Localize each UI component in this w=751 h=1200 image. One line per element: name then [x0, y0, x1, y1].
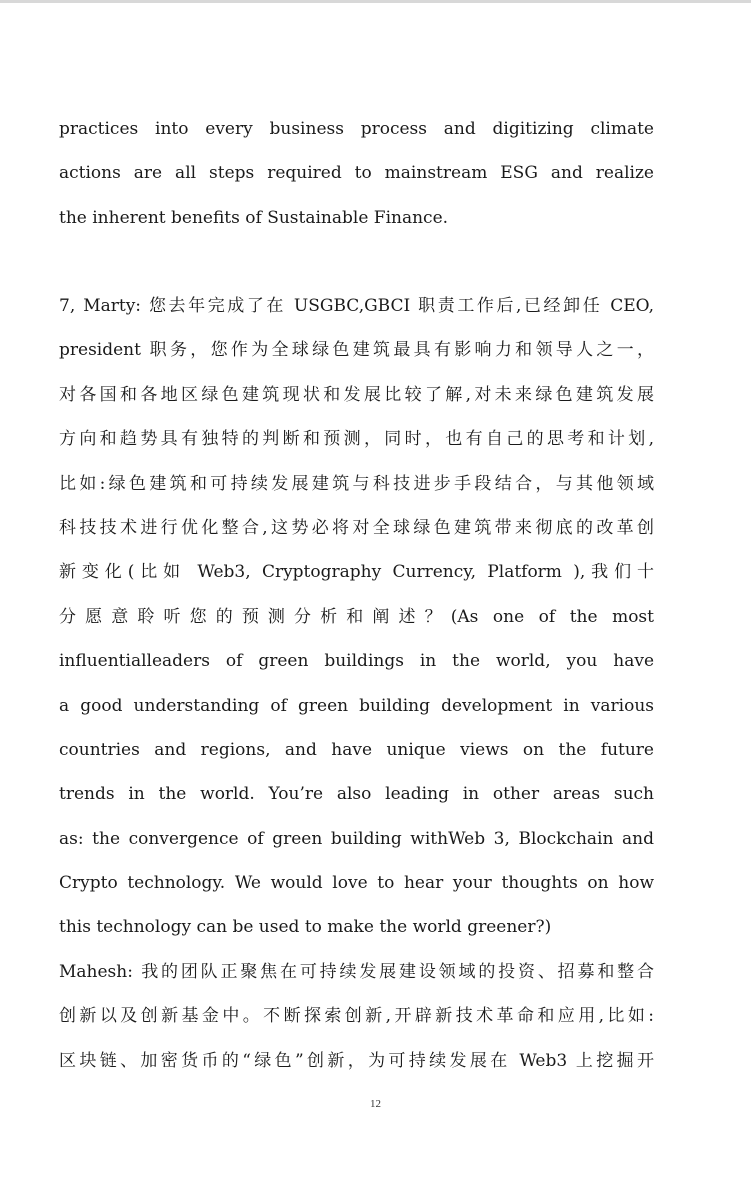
page-number: 12 [370, 1098, 381, 1110]
text-line: as: the convergence of green building withWeb 3, Blockchain and [59, 828, 654, 849]
text-line: 区块链、加密货币的“绿色”创新，为可持续发展在 Web3 上挖掘开 [59, 1050, 654, 1071]
text-line: influentialleaders of green buildings in the world, you have [59, 651, 654, 672]
text-line: 科技技术进行优化整合,这势必将对全球绿色建筑带来彻底的改革创 [59, 517, 654, 538]
text-line: actions are all steps required to mainstream ESG and realize [59, 163, 654, 184]
text-line: a good understanding of green building development in various [59, 695, 654, 716]
text-line: countries and regions, and have unique views on the future [59, 739, 654, 760]
paragraph-2 [59, 284, 654, 1083]
text-line: 分愿意聆听您的预测分析和阐述？(As one of the most [59, 606, 654, 627]
text-line: Mahesh: 我的团队正聚焦在可持续发展建设领域的投资、招募和整合 [59, 961, 654, 982]
text-line: this technology can be used to make the world greener?) [59, 917, 552, 938]
text-line: the inherent benefits of Sustainable Finance. [59, 207, 449, 228]
paragraph-1 [59, 107, 654, 240]
text-line: Crypto technology. We would love to hear your thoughts on how [59, 873, 654, 894]
text-line: president 职务，您作为全球绿色建筑最具有影响力和领导人之一， [59, 340, 654, 361]
text-line: practices into every business process and digitizing climate [59, 119, 654, 139]
text-line: 新变化(比如 Web3, Cryptography Currency, Platform ),我们十 [59, 562, 654, 583]
text-line: trends in the world. You’re also leading in other areas such [59, 784, 654, 805]
text-line: 比如:绿色建筑和可持续发展建筑与科技进步手段结合，与其他领域 [59, 473, 654, 494]
page-top-edge [0, 0, 751, 3]
text-line: 创新以及创新基金中。不断探索创新,开辟新技术革命和应用,比如: [59, 1006, 654, 1027]
text-line: 对各国和各地区绿色建筑现状和发展比较了解,对未来绿色建筑发展 [59, 384, 654, 405]
text-line: 方向和趋势具有独特的判断和预测，同时，也有自己的思考和计划, [59, 429, 654, 450]
text-line: 7, Marty: 您去年完成了在 USGBC,GBCI 职责工作后,已经卸任 CEO, [59, 296, 654, 316]
